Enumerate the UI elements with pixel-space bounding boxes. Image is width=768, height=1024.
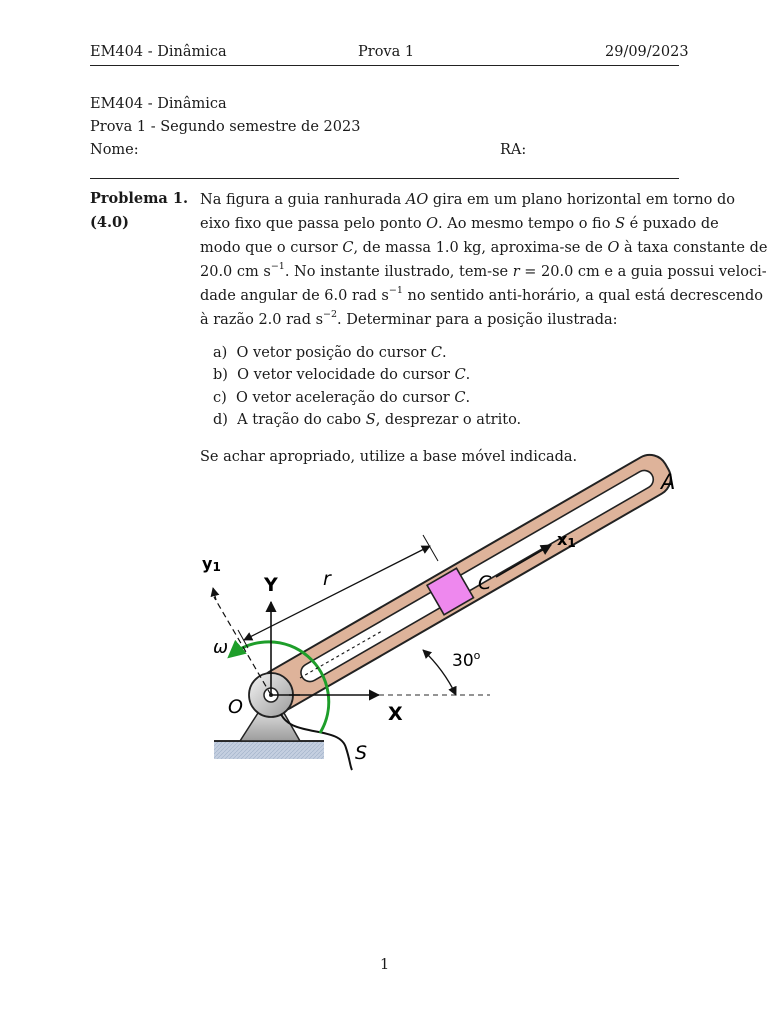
problem-points: (4.0) bbox=[90, 214, 129, 231]
label-y: Y bbox=[264, 574, 278, 596]
header-date: 29/09/2023 bbox=[605, 44, 689, 60]
label-y1: y1 bbox=[202, 554, 221, 574]
label-angle: 30$^o$ bbox=[452, 649, 481, 671]
info-course: EM404 - Dinâmica bbox=[90, 96, 227, 112]
item-d: d) A tração do cabo S, desprezar o atrito. bbox=[213, 411, 522, 428]
label-omega: ω bbox=[213, 637, 229, 658]
page-number: 1 bbox=[380, 957, 390, 973]
header-exam: Prova 1 bbox=[358, 44, 415, 60]
item-b: b) O vetor velocidade do cursor C. bbox=[213, 367, 471, 384]
label-x: X bbox=[388, 703, 403, 725]
label-r: r bbox=[323, 568, 331, 590]
ra-label: RA: bbox=[500, 142, 527, 158]
info-exam: Prova 1 - Segundo semestre de 2023 bbox=[90, 119, 361, 135]
hint-text: Se achar apropriado, utilize a base móvel indicada. bbox=[200, 449, 578, 465]
label-c: C bbox=[478, 572, 492, 594]
header-course: EM404 - Dinâmica bbox=[90, 44, 227, 60]
problem-statement: Na figura a guia ranhurada AO gira em um plano horizontal em torno do eixo fixo que passa pelo ponto O. Ao mesmo tempo o fio S é puxado de modo que o cursor C, de massa 1.0 kg, aproxima-se de O à taxa constante de 20.0 cm $s^{-1}$. No instante ilustrado, tem-se r = 20.0 cm e a guia possui veloci- dade angular de 6.0 rad $s^{-1}$ no sentido anti-horário, a qual está decrescendo à razão 2.0 rad $s^{-2}$. Determinar para a posição ilustrada: bbox=[200, 192, 768, 328]
slotted-guide bbox=[254, 448, 678, 717]
label-o: O bbox=[228, 696, 243, 718]
problem-label: Problema 1. bbox=[90, 190, 189, 207]
name-label: Nome: bbox=[90, 142, 139, 158]
item-a: a) O vetor posição do cursor C. bbox=[213, 345, 447, 361]
ground-hatch bbox=[214, 741, 324, 759]
label-x1: x1 bbox=[557, 530, 576, 550]
item-c: c) O vetor aceleração do cursor C. bbox=[213, 389, 471, 406]
label-s: S bbox=[355, 742, 368, 764]
label-a: A bbox=[661, 470, 676, 494]
